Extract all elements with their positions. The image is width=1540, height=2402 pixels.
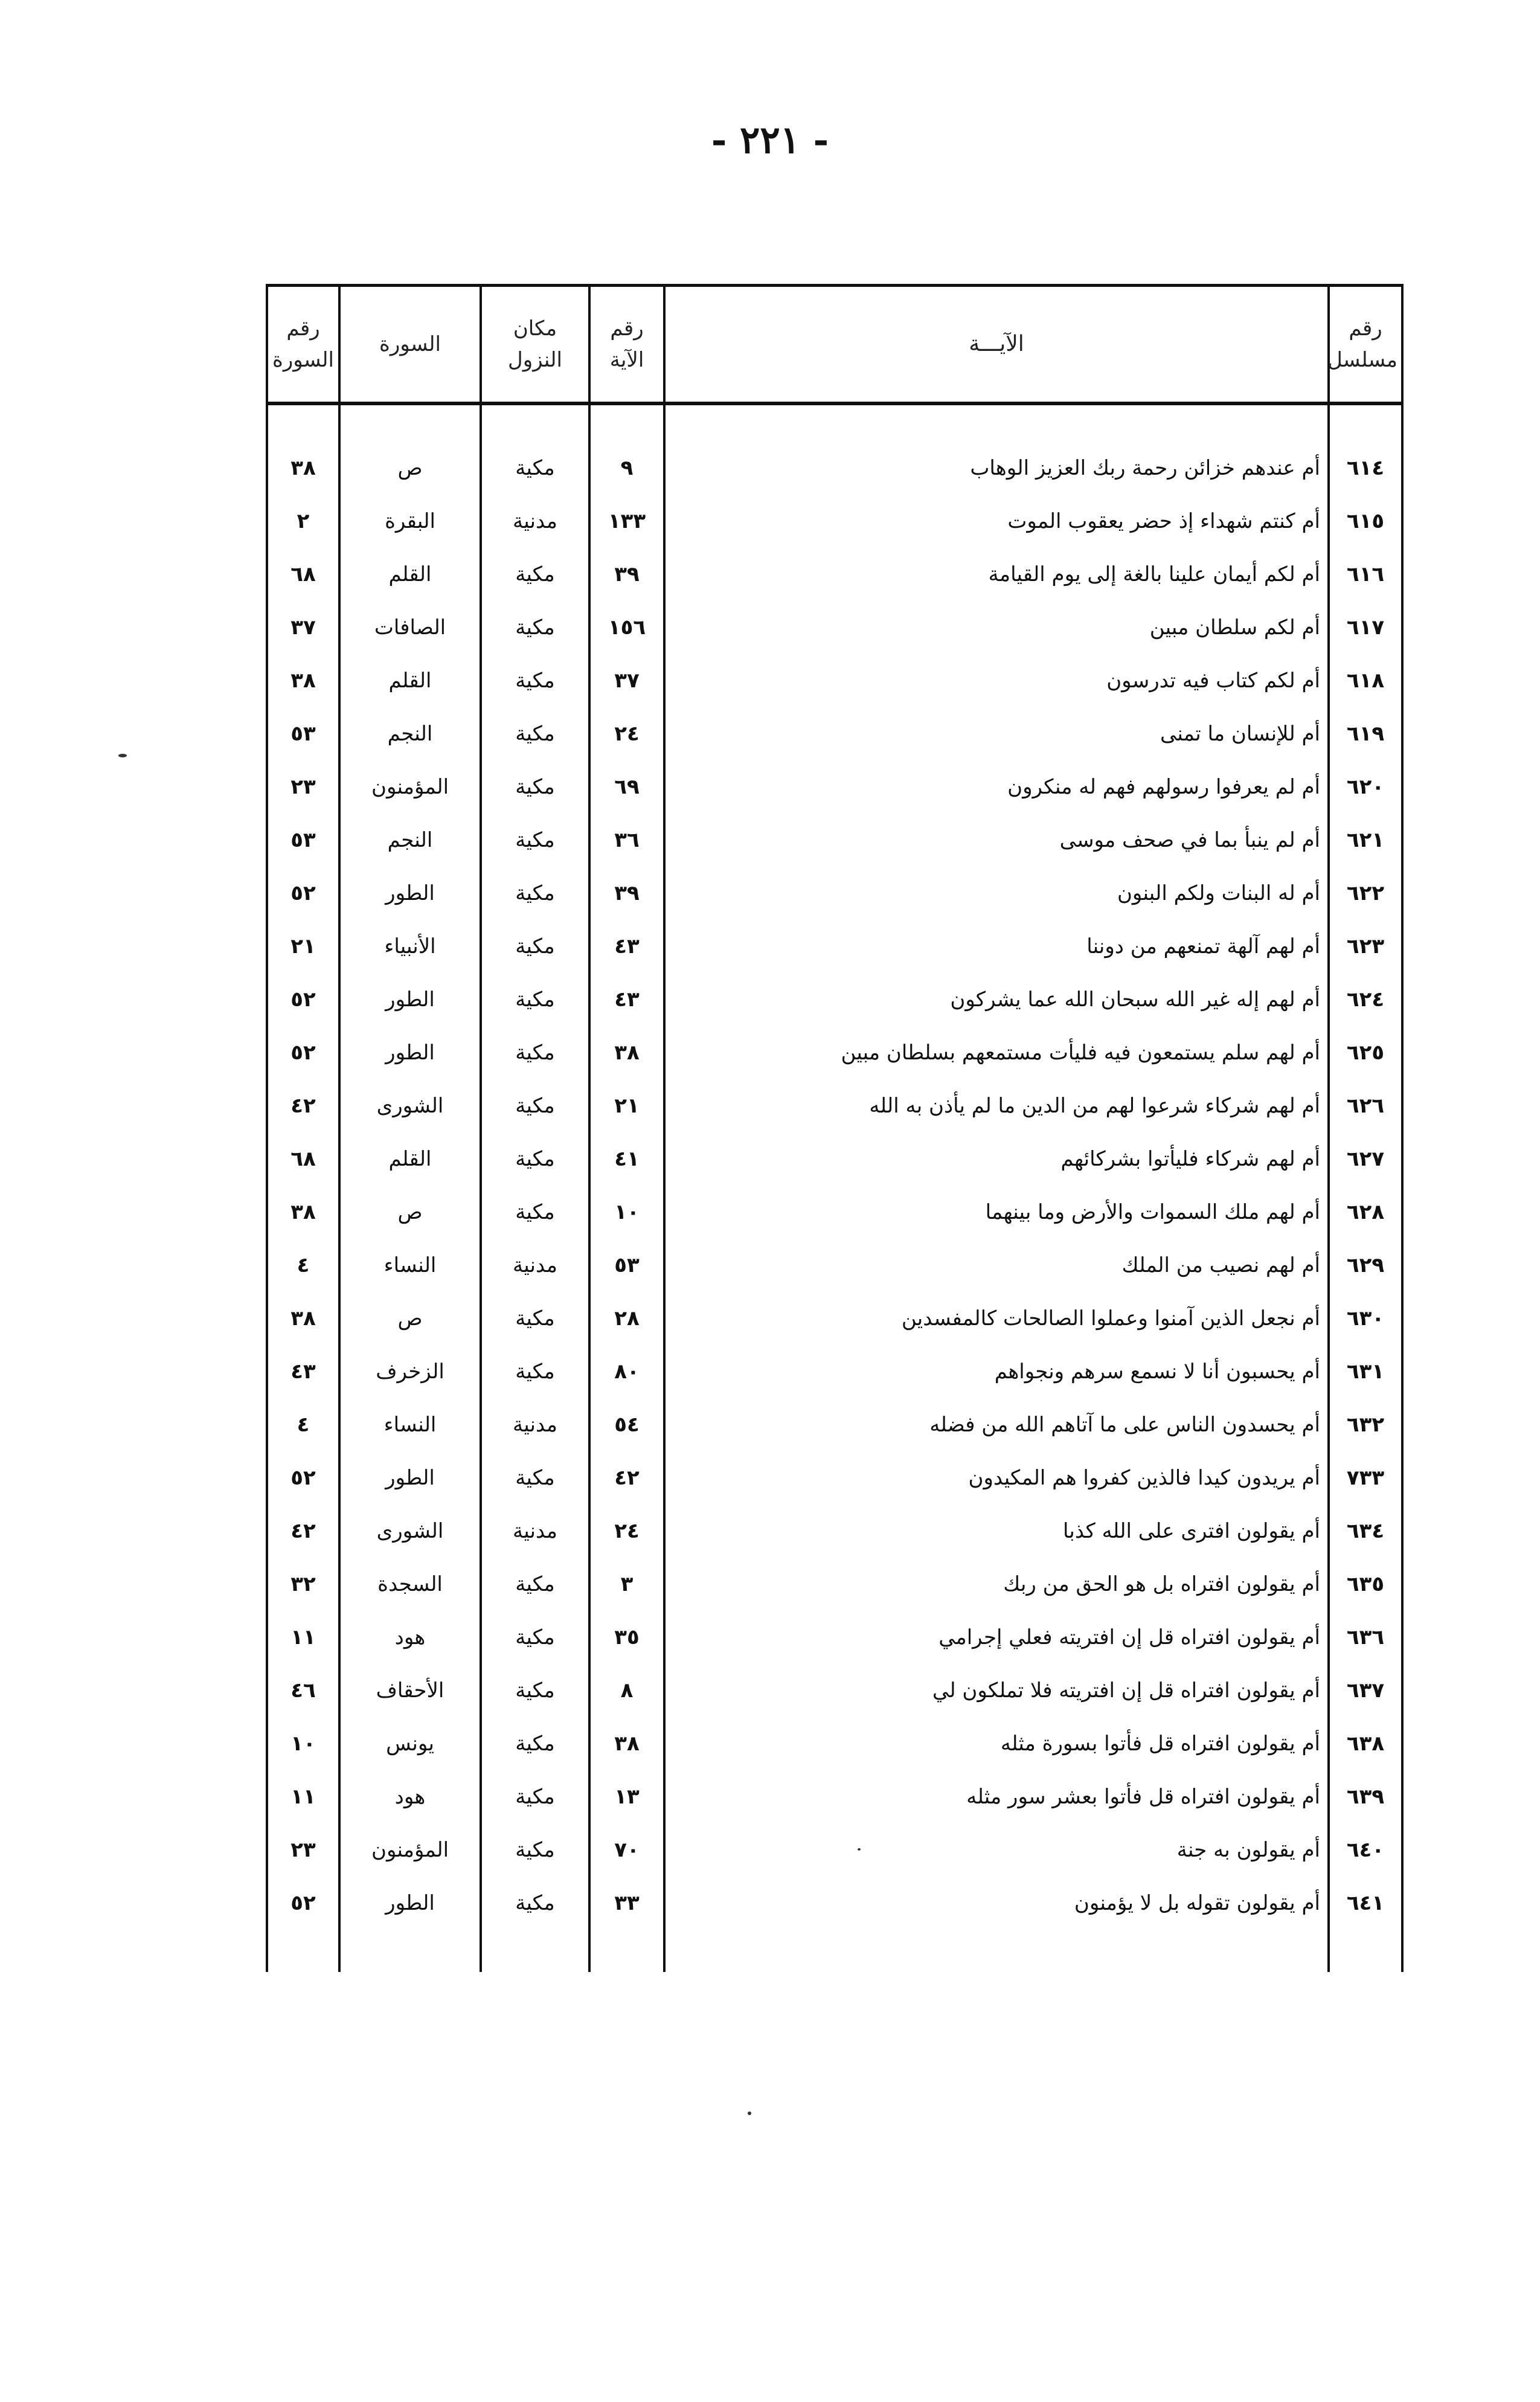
serial-number: ٦٢٤ <box>1329 973 1402 1026</box>
surah-number: ٥٣ <box>267 814 339 867</box>
revelation-place: مكية <box>481 1079 589 1132</box>
table-row <box>267 1451 1402 1504</box>
surah-name: ص <box>339 1186 481 1239</box>
revelation-place: مكية <box>481 1026 589 1079</box>
ayah-number: ٣٨ <box>589 1717 664 1770</box>
revelation-place: مكية <box>481 1558 589 1611</box>
serial-number: ٦١٤ <box>1329 442 1402 495</box>
ayah-number: ٣٩ <box>589 548 664 601</box>
ayah-text: أم لهم شركاء فليأتوا بشركائهم <box>664 1132 1329 1186</box>
ayah-number: ٥٣ <box>589 1239 664 1292</box>
table-row <box>267 1239 1402 1292</box>
surah-number: ٣٨ <box>267 654 339 707</box>
surah-number: ٢١ <box>267 920 339 973</box>
surah-name: السجدة <box>339 1558 481 1611</box>
table-row <box>267 814 1402 867</box>
surah-number: ٣٧ <box>267 601 339 654</box>
ayah-text: أم لهم آلهة تمنعهم من دوننا <box>664 920 1329 973</box>
surah-number: ١٠ <box>267 1717 339 1770</box>
ayah-text: أم له البنات ولكم البنون <box>664 867 1329 920</box>
surah-number: ٣٨ <box>267 1186 339 1239</box>
serial-number: ٦٢٦ <box>1329 1079 1402 1132</box>
table-row <box>267 973 1402 1026</box>
revelation-place: مكية <box>481 1664 589 1717</box>
ayah-text: أم يقولون افتراه قل إن افتريته فعلي إجرامي <box>664 1611 1329 1664</box>
surah-number: ٦٨ <box>267 1132 339 1186</box>
serial-number: ٦٢٨ <box>1329 1186 1402 1239</box>
table-row <box>267 548 1402 601</box>
surah-number: ٣٨ <box>267 1292 339 1345</box>
ayah-number: ٤٣ <box>589 973 664 1026</box>
serial-number: ٦٢٥ <box>1329 1026 1402 1079</box>
header-revelation-place: مكان النزول <box>481 286 589 404</box>
surah-number: ٥٢ <box>267 1026 339 1079</box>
header-surah: السورة <box>339 286 481 404</box>
ayah-text: أم يقولون به جنة <box>664 1823 1329 1877</box>
table-row <box>267 920 1402 973</box>
surah-name: البقرة <box>339 495 481 548</box>
table-row <box>267 1345 1402 1398</box>
surah-name: القلم <box>339 654 481 707</box>
revelation-place: مكية <box>481 1451 589 1504</box>
ayah-number: ٢٨ <box>589 1292 664 1345</box>
table-header <box>267 286 1402 404</box>
table-spacer-row <box>267 403 1402 442</box>
ayah-number: ١٥٦ <box>589 601 664 654</box>
table-row <box>267 1823 1402 1877</box>
serial-number: ٦١٥ <box>1329 495 1402 548</box>
revelation-place: مكية <box>481 1186 589 1239</box>
surah-name: الزخرف <box>339 1345 481 1398</box>
revelation-place: مكية <box>481 1770 589 1823</box>
ayah-number: ٢١ <box>589 1079 664 1132</box>
table-row <box>267 1664 1402 1717</box>
ayah-number: ٧٠ <box>589 1823 664 1877</box>
table-row <box>267 1770 1402 1823</box>
ayah-text: أم لهم نصيب من الملك <box>664 1239 1329 1292</box>
surah-number: ٥٢ <box>267 1451 339 1504</box>
page-number: - ٢٢١ - <box>711 118 829 162</box>
ayah-number: ٣٦ <box>589 814 664 867</box>
revelation-place: مكية <box>481 654 589 707</box>
surah-name: يونس <box>339 1717 481 1770</box>
surah-number: ٥٢ <box>267 1877 339 1930</box>
ayah-text: أم لهم إله غير الله سبحان الله عما يشركون <box>664 973 1329 1026</box>
serial-number: ٦٣٥ <box>1329 1558 1402 1611</box>
ayah-text: أم لكم سلطان مبين <box>664 601 1329 654</box>
surah-number: ٦٨ <box>267 548 339 601</box>
table-row <box>267 1079 1402 1132</box>
surah-name: النساء <box>339 1239 481 1292</box>
header-serial: رقم مسلسل <box>1329 286 1402 404</box>
serial-number: ٦١٧ <box>1329 601 1402 654</box>
surah-name: هود <box>339 1611 481 1664</box>
ayah-number: ٨٠ <box>589 1345 664 1398</box>
revelation-place: مدنية <box>481 1398 589 1451</box>
surah-name: الصافات <box>339 601 481 654</box>
ayah-number: ١٣٣ <box>589 495 664 548</box>
table-row <box>267 654 1402 707</box>
ayah-number: ٣٨ <box>589 1026 664 1079</box>
serial-number: ٧٣٣ <box>1329 1451 1402 1504</box>
ayah-number: ٦٩ <box>589 760 664 814</box>
table-row <box>267 442 1402 495</box>
ayah-text: أم كنتم شهداء إذ حضر يعقوب الموت <box>664 495 1329 548</box>
revelation-place: مدنية <box>481 1239 589 1292</box>
surah-name: ص <box>339 1292 481 1345</box>
surah-number: ٤٢ <box>267 1504 339 1558</box>
ayah-number: ٣٧ <box>589 654 664 707</box>
surah-number: ٥٢ <box>267 867 339 920</box>
ayah-number: ٤٢ <box>589 1451 664 1504</box>
surah-number: ٥٢ <box>267 973 339 1026</box>
surah-number: ٥٣ <box>267 707 339 760</box>
revelation-place: مكية <box>481 1611 589 1664</box>
serial-number: ٦٣٧ <box>1329 1664 1402 1717</box>
ayah-text: أم للإنسان ما تمنى <box>664 707 1329 760</box>
table-row <box>267 1026 1402 1079</box>
surah-name: هود <box>339 1770 481 1823</box>
surah-number: ٤ <box>267 1398 339 1451</box>
table-row <box>267 495 1402 548</box>
ayah-text: أم يريدون كيدا فالذين كفروا هم المكيدون <box>664 1451 1329 1504</box>
ayah-text: أم لهم ملك السموات والأرض وما بينهما <box>664 1186 1329 1239</box>
ayah-text: أم لهم شركاء شرعوا لهم من الدين ما لم يأذن به الله <box>664 1079 1329 1132</box>
revelation-place: مكية <box>481 1717 589 1770</box>
surah-number: ٤٦ <box>267 1664 339 1717</box>
revelation-place: مكية <box>481 814 589 867</box>
table-row <box>267 1398 1402 1451</box>
revelation-place: مكية <box>481 867 589 920</box>
ayah-number: ٢٤ <box>589 1504 664 1558</box>
ayah-text: أم يقولون افتراه قل إن افتريته فلا تملكون لي <box>664 1664 1329 1717</box>
surah-name: القلم <box>339 1132 481 1186</box>
ayah-text: أم يقولون تقوله بل لا يؤمنون <box>664 1877 1329 1930</box>
serial-number: ٦٣٢ <box>1329 1398 1402 1451</box>
surah-name: الطور <box>339 1877 481 1930</box>
serial-number: ٦٣١ <box>1329 1345 1402 1398</box>
revelation-place: مكية <box>481 707 589 760</box>
surah-name: النجم <box>339 814 481 867</box>
serial-number: ٦٣٦ <box>1329 1611 1402 1664</box>
ayah-text: أم يقولون افترى على الله كذبا <box>664 1504 1329 1558</box>
revelation-place: مكية <box>481 760 589 814</box>
serial-number: ٦٢٢ <box>1329 867 1402 920</box>
serial-number: ٦٣٨ <box>1329 1717 1402 1770</box>
surah-name: الطور <box>339 1451 481 1504</box>
table-row <box>267 1504 1402 1558</box>
revelation-place: مدنية <box>481 495 589 548</box>
surah-number: ٣٢ <box>267 1558 339 1611</box>
surah-number: ١١ <box>267 1770 339 1823</box>
surah-name: النجم <box>339 707 481 760</box>
ayah-text: أم لم يعرفوا رسولهم فهم له منكرون <box>664 760 1329 814</box>
revelation-place: مدنية <box>481 1504 589 1558</box>
scan-speck <box>118 754 127 757</box>
serial-number: ٦٤٠ <box>1329 1823 1402 1877</box>
surah-name: الشورى <box>339 1504 481 1558</box>
table-row <box>267 1186 1402 1239</box>
ayah-text: أم يقولون افتراه قل فأتوا بعشر سور مثله <box>664 1770 1329 1823</box>
revelation-place: مكية <box>481 1877 589 1930</box>
revelation-place: مكية <box>481 1292 589 1345</box>
surah-name: الشورى <box>339 1079 481 1132</box>
serial-number: ٦٢١ <box>1329 814 1402 867</box>
surah-name: القلم <box>339 548 481 601</box>
scan-speck <box>748 2111 751 2115</box>
serial-number: ٦٣٤ <box>1329 1504 1402 1558</box>
ayah-text: أم يقولون افتراه قل فأتوا بسورة مثله <box>664 1717 1329 1770</box>
revelation-place: مكية <box>481 1345 589 1398</box>
revelation-place: مكية <box>481 920 589 973</box>
table-row <box>267 1611 1402 1664</box>
serial-number: ٦٢٩ <box>1329 1239 1402 1292</box>
serial-number: ٦٣٠ <box>1329 1292 1402 1345</box>
ayah-number: ٤٣ <box>589 920 664 973</box>
header-ayah-text: الآيـــة <box>664 286 1329 404</box>
table-row <box>267 1132 1402 1186</box>
serial-number: ٦١٩ <box>1329 707 1402 760</box>
table-row <box>267 601 1402 654</box>
surah-number: ٤٢ <box>267 1079 339 1132</box>
serial-number: ٦١٨ <box>1329 654 1402 707</box>
scan-speck <box>858 1848 861 1851</box>
surah-number: ٤٣ <box>267 1345 339 1398</box>
surah-name: ص <box>339 442 481 495</box>
serial-number: ٦٤١ <box>1329 1877 1402 1930</box>
table-row <box>267 1558 1402 1611</box>
surah-number: ٢٣ <box>267 1823 339 1877</box>
ayah-text: أم عندهم خزائن رحمة ربك العزيز الوهاب <box>664 442 1329 495</box>
table-row <box>267 1717 1402 1770</box>
serial-number: ٦٣٩ <box>1329 1770 1402 1823</box>
ayah-number: ٤١ <box>589 1132 664 1186</box>
ayah-number: ٩ <box>589 442 664 495</box>
revelation-place: مكية <box>481 973 589 1026</box>
ayah-text: أم لهم سلم يستمعون فيه فليأت مستمعهم بسلطان مبين <box>664 1026 1329 1079</box>
header-ayah-number: رقم الآية <box>589 286 664 404</box>
surah-number: ٢٣ <box>267 760 339 814</box>
surah-name: الطور <box>339 867 481 920</box>
ayah-number: ٣٩ <box>589 867 664 920</box>
surah-name: الطور <box>339 1026 481 1079</box>
ayah-text: أم يحسدون الناس على ما آتاهم الله من فضله <box>664 1398 1329 1451</box>
table-tail-row <box>267 1930 1402 1972</box>
ayah-number: ٥٤ <box>589 1398 664 1451</box>
surah-name: الطور <box>339 973 481 1026</box>
serial-number: ٦٢٧ <box>1329 1132 1402 1186</box>
surah-name: المؤمنون <box>339 1823 481 1877</box>
ayah-index-table <box>266 284 1404 1972</box>
ayah-number: ٨ <box>589 1664 664 1717</box>
serial-number: ٦٢٠ <box>1329 760 1402 814</box>
revelation-place: مكية <box>481 1132 589 1186</box>
ayah-text: أم لكم كتاب فيه تدرسون <box>664 654 1329 707</box>
surah-number: ١١ <box>267 1611 339 1664</box>
revelation-place: مكية <box>481 548 589 601</box>
surah-name: الأحقاف <box>339 1664 481 1717</box>
ayah-number: ١٠ <box>589 1186 664 1239</box>
ayah-number: ٣ <box>589 1558 664 1611</box>
ayah-number: ٢٤ <box>589 707 664 760</box>
table-body <box>267 403 1402 1972</box>
table-row <box>267 867 1402 920</box>
surah-name: النساء <box>339 1398 481 1451</box>
ayah-text: أم نجعل الذين آمنوا وعملوا الصالحات كالمفسدين <box>664 1292 1329 1345</box>
revelation-place: مكية <box>481 442 589 495</box>
table-row <box>267 707 1402 760</box>
serial-number: ٦١٦ <box>1329 548 1402 601</box>
ayah-text: أم يقولون افتراه بل هو الحق من ربك <box>664 1558 1329 1611</box>
ayah-text: أم لكم أيمان علينا بالغة إلى يوم القيامة <box>664 548 1329 601</box>
header-surah-number: رقم السورة <box>267 286 339 404</box>
table-row <box>267 1877 1402 1930</box>
surah-name: المؤمنون <box>339 760 481 814</box>
ayah-number: ٣٣ <box>589 1877 664 1930</box>
serial-number: ٦٢٣ <box>1329 920 1402 973</box>
table-row <box>267 1292 1402 1345</box>
ayah-number: ٣٥ <box>589 1611 664 1664</box>
revelation-place: مكية <box>481 601 589 654</box>
surah-number: ٢ <box>267 495 339 548</box>
surah-number: ٣٨ <box>267 442 339 495</box>
ayah-number: ١٣ <box>589 1770 664 1823</box>
table-row <box>267 760 1402 814</box>
ayah-text: أم لم ينبأ بما في صحف موسى <box>664 814 1329 867</box>
revelation-place: مكية <box>481 1823 589 1877</box>
surah-number: ٤ <box>267 1239 339 1292</box>
surah-name: الأنبياء <box>339 920 481 973</box>
ayah-text: أم يحسبون أنا لا نسمع سرهم ونجواهم <box>664 1345 1329 1398</box>
